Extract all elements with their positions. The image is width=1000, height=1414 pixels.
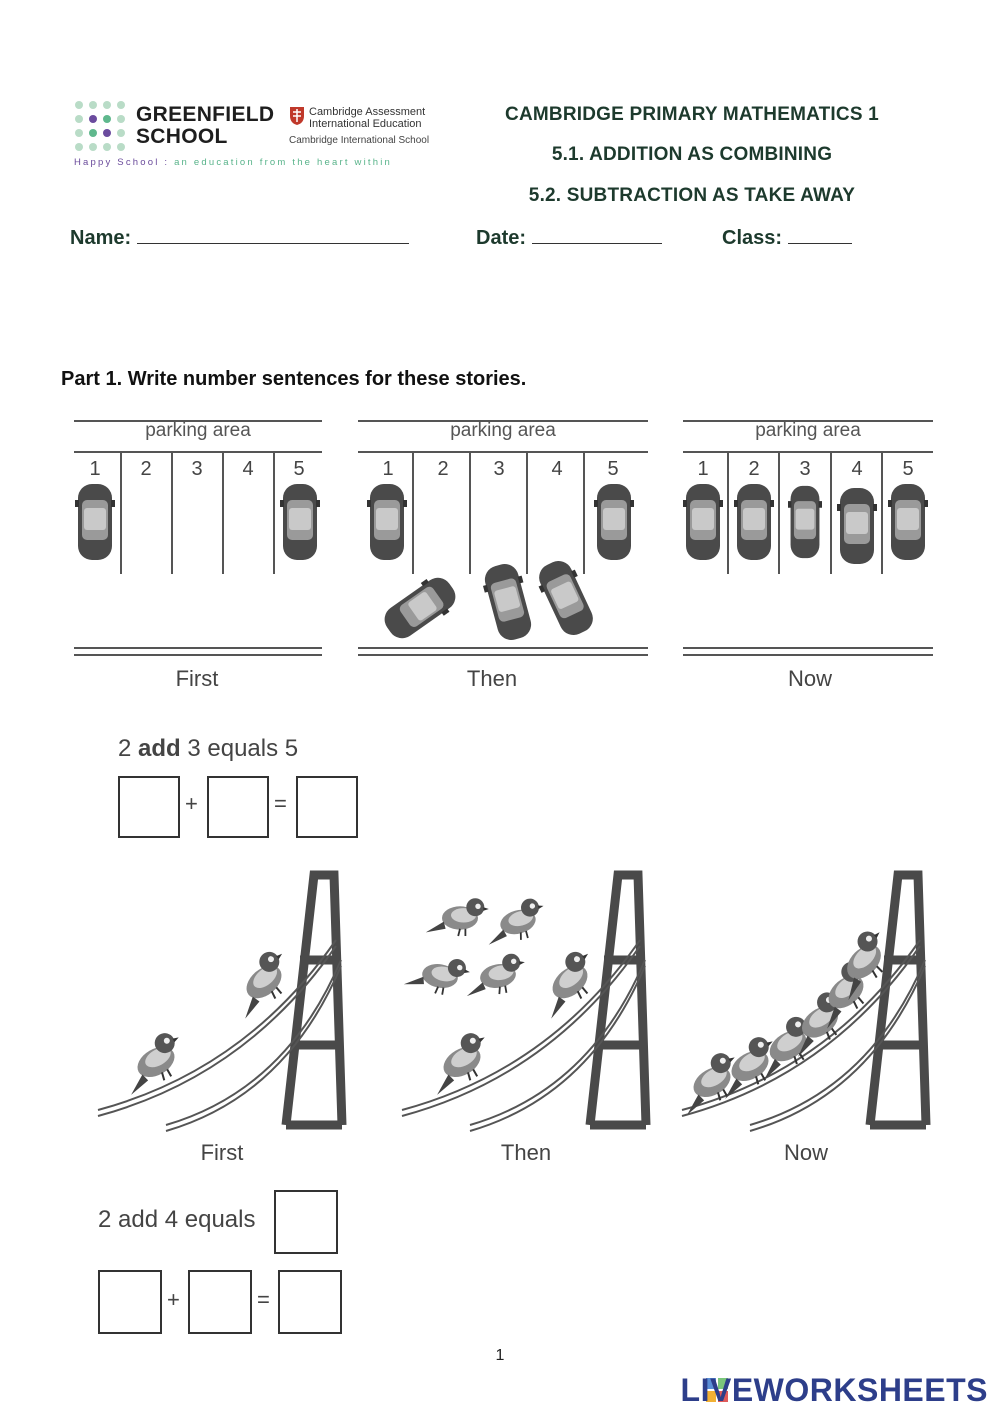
- bird-on-wire: [112, 1027, 194, 1098]
- bird-scene-then: [400, 870, 660, 1135]
- parking-area-label: parking area: [755, 420, 861, 441]
- answer-box-story2-sum[interactable]: [278, 1270, 342, 1334]
- caption-then: Then: [500, 1140, 552, 1165]
- school-motto: Happy School : an education from the heart within: [74, 157, 392, 168]
- slot-number: 4: [851, 458, 863, 480]
- lesson-title-subtraction: 5.2. SUBTRACTION AS TAKE AWAY: [528, 185, 856, 206]
- name-blank[interactable]: [137, 225, 409, 244]
- parked-car: [594, 484, 634, 560]
- answer-box-story2-total[interactable]: [274, 1190, 338, 1254]
- slot-number: 3: [799, 458, 811, 480]
- power-tower-icon: [590, 875, 646, 1125]
- caption-first: First: [200, 1140, 244, 1165]
- cambridge-crest-icon: [289, 106, 305, 126]
- story1-sentence: 2 add 3 equals 5: [118, 735, 299, 762]
- parked-car: [280, 484, 320, 560]
- plus-sign: +: [167, 1287, 180, 1312]
- caption-now: Now: [783, 1140, 828, 1165]
- caption-first: First: [175, 666, 219, 691]
- slot-number: 3: [493, 458, 505, 480]
- parked-car: [888, 484, 928, 560]
- arriving-car: [479, 560, 537, 644]
- arriving-car: [532, 555, 600, 641]
- class-field[interactable]: Class:: [722, 225, 852, 250]
- story2-sentence: 2 add 4 equals: [98, 1206, 256, 1233]
- caption-then: Then: [466, 666, 518, 691]
- name-field[interactable]: Name:: [70, 225, 409, 250]
- slot-number: 5: [293, 458, 305, 480]
- slot-number: 4: [551, 458, 563, 480]
- answer-box-story2-addend1[interactable]: [98, 1270, 162, 1334]
- bird-on-wire: [527, 945, 608, 1022]
- bird-scene-first: [96, 870, 356, 1135]
- page-number: 1: [495, 1347, 505, 1364]
- slot-number: 1: [382, 458, 394, 480]
- parking-area-label: parking area: [450, 420, 556, 441]
- bird-on-wire: [221, 945, 302, 1022]
- parked-car: [683, 484, 723, 560]
- parked-car: [367, 484, 407, 560]
- cambridge-assessment-label: Cambridge Assessment International Education: [309, 106, 426, 130]
- answer-box-sum[interactable]: [296, 776, 358, 838]
- date-field[interactable]: Date:: [476, 225, 662, 250]
- school-logo-dots: [74, 100, 130, 156]
- equals-sign: =: [257, 1287, 270, 1312]
- slot-number: 5: [607, 458, 619, 480]
- answer-box-story2-addend2[interactable]: [188, 1270, 252, 1334]
- flying-bird: [426, 898, 489, 936]
- caption-now: Now: [787, 666, 832, 691]
- school-name: GREENFIELD SCHOOL: [136, 103, 275, 148]
- bird-scene-now: [680, 870, 940, 1135]
- cambridge-school-label: Cambridge International School: [289, 135, 430, 146]
- bird-on-wire: [418, 1027, 500, 1098]
- parked-car: [734, 484, 774, 560]
- part1-heading: Part 1. Write number sentences for these stories.: [61, 368, 527, 390]
- liveworksheets-brand: LIVEWORKSHEETS: [680, 1372, 988, 1408]
- slot-number: 1: [697, 458, 709, 480]
- equals-sign: =: [274, 791, 287, 816]
- answer-box-addend1[interactable]: [118, 776, 180, 838]
- answer-box-addend2[interactable]: [207, 776, 269, 838]
- flying-bird: [461, 951, 530, 999]
- class-blank[interactable]: [788, 225, 852, 244]
- power-tower-icon: [286, 875, 342, 1125]
- course-title: CAMBRIDGE PRIMARY MATHEMATICS 1: [505, 104, 879, 125]
- parked-car: [837, 488, 877, 564]
- slot-number: 4: [242, 458, 254, 480]
- parked-car: [75, 484, 115, 560]
- parking-scene-now: [683, 418, 933, 668]
- parking-area-label: parking area: [145, 420, 251, 441]
- lesson-title-addition: 5.1. ADDITION AS COMBINING: [551, 144, 833, 165]
- slot-number: 3: [191, 458, 203, 480]
- plus-sign: +: [185, 791, 198, 816]
- arriving-car: [377, 570, 462, 646]
- flying-bird: [480, 895, 551, 948]
- parked-car: [788, 486, 822, 558]
- slot-number: 5: [902, 458, 914, 480]
- flying-bird: [403, 951, 472, 999]
- power-tower-icon: [870, 875, 926, 1125]
- slot-number: 1: [89, 458, 101, 480]
- slot-number: 2: [437, 458, 449, 480]
- slot-number: 2: [140, 458, 152, 480]
- slot-number: 2: [748, 458, 760, 480]
- parking-scene-then: [358, 418, 648, 668]
- date-blank[interactable]: [532, 225, 662, 244]
- parking-scene-first: [74, 418, 322, 668]
